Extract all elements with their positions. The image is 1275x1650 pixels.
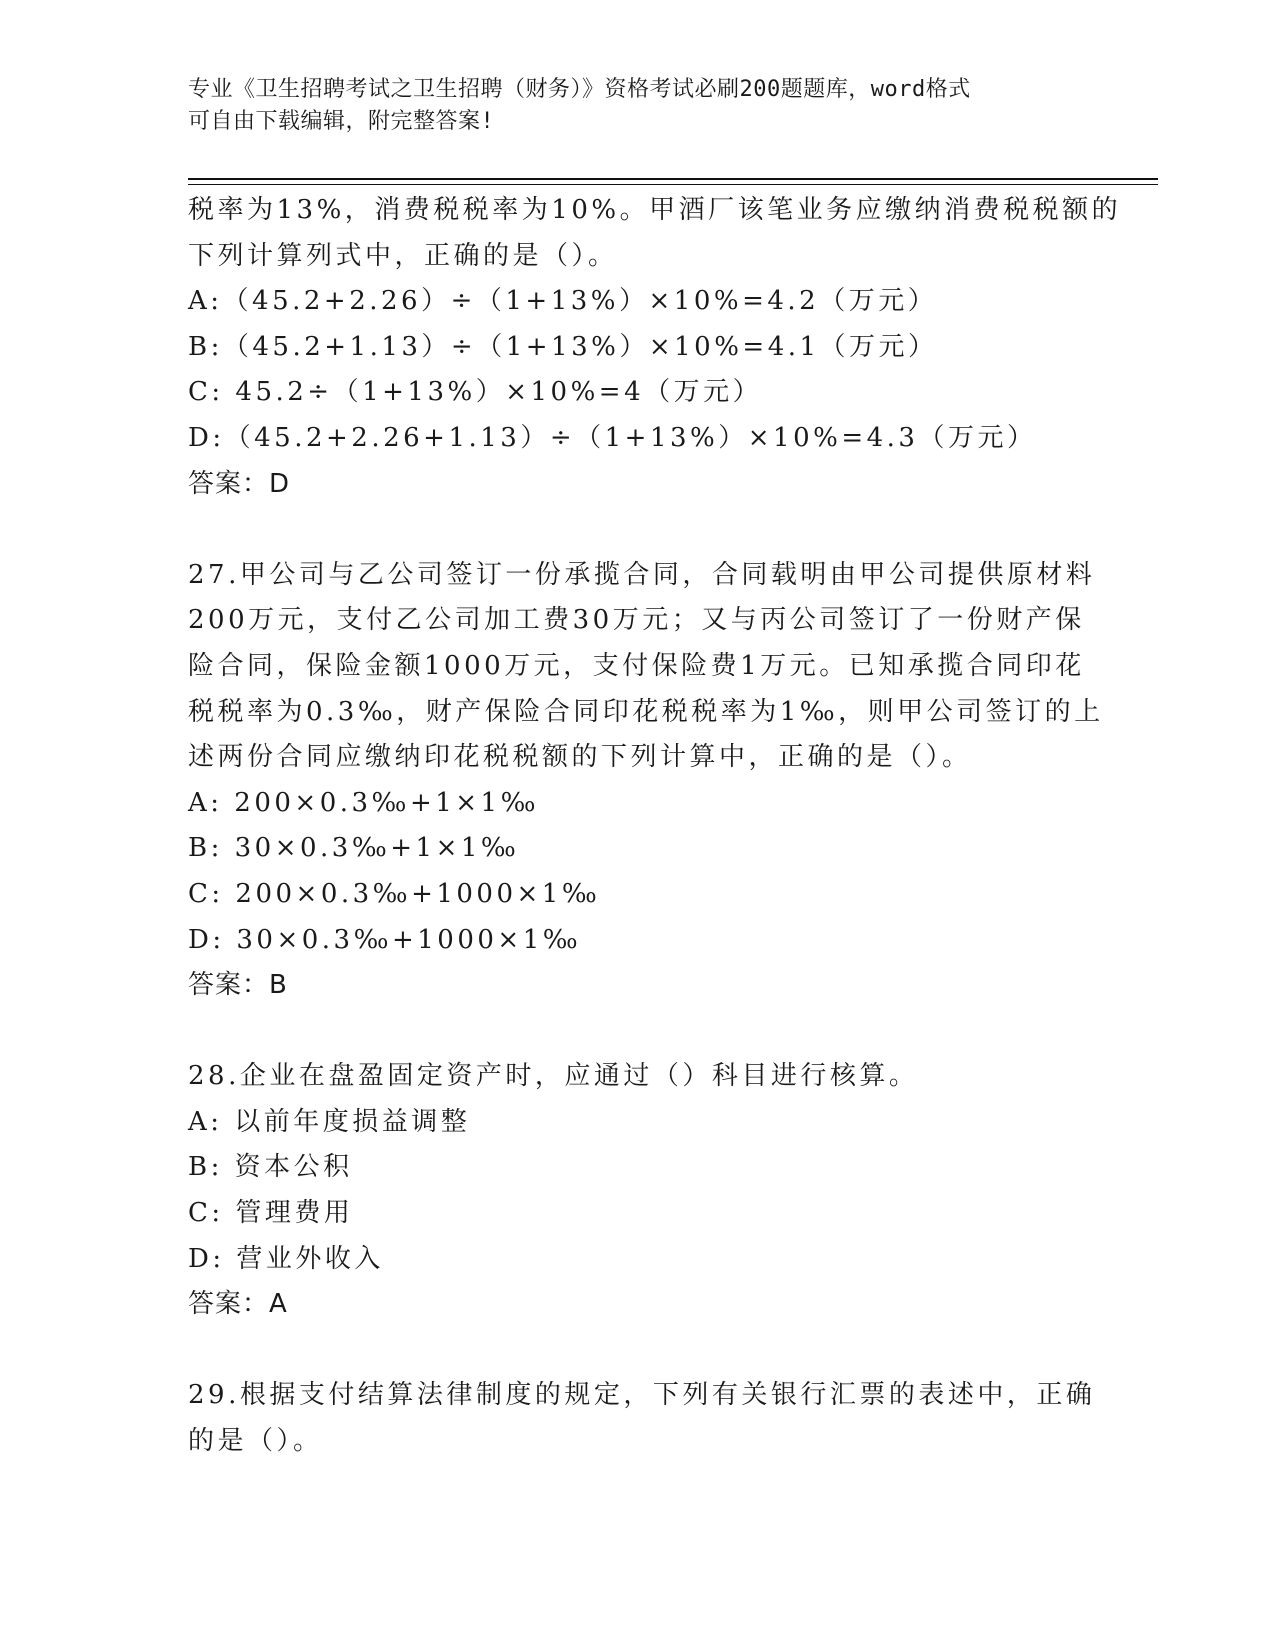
answer-label: 答案：D	[188, 468, 291, 499]
spacer	[188, 1328, 1088, 1374]
answer-label: 答案：B	[188, 970, 288, 1001]
question-text-line: 27.甲公司与乙公司签订一份承揽合同，合同载明由甲公司提供原材料	[188, 559, 1096, 590]
option-b: B: 30×0.3‰+1×1‰	[188, 833, 520, 864]
question-text-line: 下列计算列式中，正确的是（）。	[188, 240, 618, 271]
option-a: A:（45.2+2.26）÷（1+13%）×10%=4.2（万元）	[188, 286, 938, 317]
spacer	[188, 507, 1088, 553]
question-text-line: 的是（）。	[188, 1426, 323, 1457]
header-divider-thick	[188, 178, 1158, 180]
question-text-line: 险合同，保险金额1000万元，支付保险费1万元。已知承揽合同印花	[188, 650, 1085, 681]
question-text-line: 述两份合同应缴纳印花税税额的下列计算中，正确的是（）。	[188, 742, 972, 773]
option-a: A: 以前年度损益调整	[188, 1106, 471, 1137]
answer-label: 答案：A	[188, 1289, 288, 1320]
question-29	[188, 1373, 1096, 1464]
option-a: A: 200×0.3‰+1×1‰	[188, 787, 539, 818]
header-divider-thin	[188, 184, 1158, 185]
question-27	[188, 553, 1104, 1009]
spacer	[188, 1009, 1088, 1055]
question-text-line: 200万元，支付乙公司加工费30万元；又与丙公司签订了一份财产保	[188, 605, 1085, 636]
question-text-line: 28.企业在盘盈固定资产时，应通过（）科目进行核算。	[188, 1061, 919, 1092]
question-28	[188, 1054, 1088, 1328]
header-line-1: 专业《卫生招聘考试之卫生招聘（财务）》资格考试必刷200题题库，word格式	[188, 77, 971, 102]
question-26	[188, 188, 1122, 507]
option-c: C: 管理费用	[188, 1198, 354, 1229]
question-text-line: 29.根据支付结算法律制度的规定，下列有关银行汇票的表述中，正确	[188, 1380, 1096, 1411]
header-line-2: 可自由下载编辑，附完整答案!	[188, 109, 495, 134]
option-d: D: 30×0.3‰+1000×1‰	[188, 924, 582, 955]
option-c: C: 200×0.3‰+1000×1‰	[188, 878, 601, 909]
option-d: D: 营业外收入	[188, 1243, 384, 1274]
option-b: B:（45.2+1.13）÷（1+13%）×10%=4.1（万元）	[188, 331, 938, 362]
document-header	[188, 74, 1088, 138]
question-text-line: 税税率为0.3‰，财产保险合同印花税税率为1‰，则甲公司签订的上	[188, 696, 1104, 727]
option-b: B: 资本公积	[188, 1152, 353, 1183]
question-text-line: 税率为13%，消费税税率为10%。甲酒厂该笔业务应缴纳消费税税额的	[188, 195, 1122, 225]
option-d: D:（45.2+2.26+1.13）÷（1+13%）×10%=4.3（万元）	[188, 422, 1037, 453]
question-content	[188, 188, 1122, 1465]
option-c: C: 45.2÷（1+13%）×10%=4（万元）	[188, 377, 763, 408]
